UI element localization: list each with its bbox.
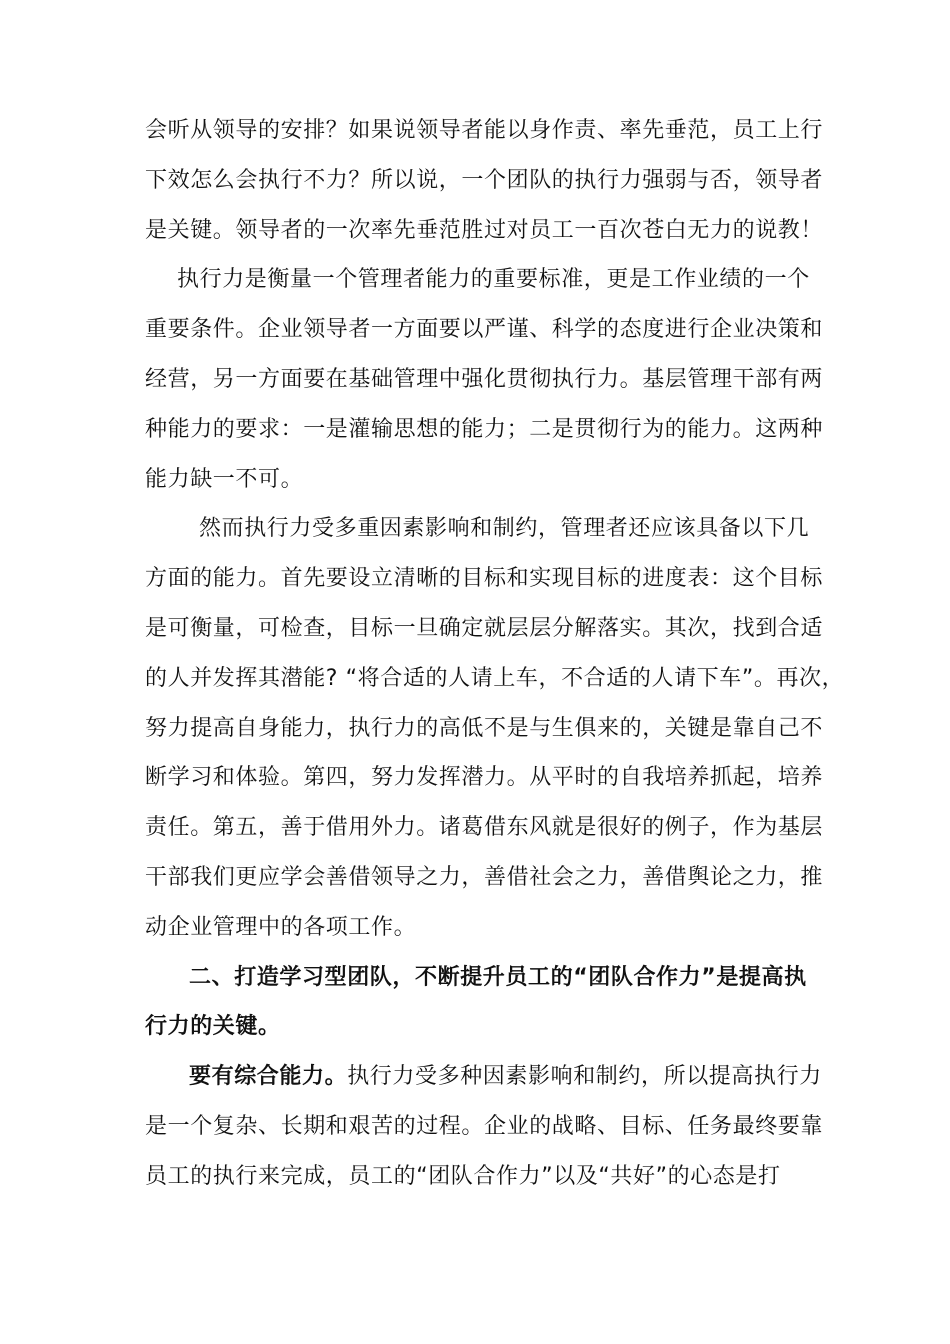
text-line-12: 的人并发挥其潜能? “将合适的人请上车，不合适的人请下车”。再次， [145,665,845,691]
text-line-4: 执行力是衡量一个管理者能力的重要标准，更是工作业绩的一个 [177,267,810,293]
document-body [145,106,845,1202]
text-line-14: 断学习和体验。第四，努力发挥潜力。从平时的自我培养抓起，培养 [145,765,824,791]
text-line-6: 经营，另一方面要在基础管理中强化贯彻执行力。基层管理干部有两 [145,366,824,392]
text-line-1: 会听从领导的安排？如果说领导者能以身作责、率先垂范，员工上行 [145,118,824,143]
text-line-7: 种能力的要求：一是灌输思想的能力；二是贯彻行为的能力。这两种 [145,416,824,442]
text-line-17: 动企业管理中的各项工作。 [145,914,417,940]
text-line-16: 干部我们更应学会善借领导之力，善借社会之力，善借舆论之力，推 [145,864,824,890]
text-line-20 [145,1052,822,1102]
bold-lead-phrase: 要有综合能力。 [189,1064,348,1090]
text-line-22: 员工的执行来完成，员工的“团队合作力”以及“共好”的心态是打 [145,1163,781,1189]
text-line-20-rest: 执行力受多种因素影响和制约，所以提高执行力 [347,1064,822,1090]
text-line-8: 能力缺一不可。 [145,466,304,492]
text-line-15: 责任。第五，善于借用外力。诸葛借东风就是很好的例子，作为基层 [145,815,824,841]
text-line-9: 然而执行力受多重因素影响和制约，管理者还应该具备以下几 [199,516,810,542]
section-heading-line-2: 行力的关键。 [145,1014,281,1040]
text-line-10: 方面的能力。首先要设立清晰的目标和实现目标的进度表：这个目标 [145,566,824,592]
text-line-2: 下效怎么会执行不力？所以说，一个团队的执行力强弱与否，领导者 [145,167,824,193]
text-line-5: 重要条件。企业领导者一方面要以严谨、科学的态度进行企业决策和 [145,317,824,343]
section-heading-line-1: 二、打造学习型团队，不断提升员工的“团队合作力”是提高执 [189,964,807,990]
text-line-21: 是一个复杂、长期和艰苦的过程。企业的战略、目标、任务最终要靠 [145,1113,824,1139]
text-line-11: 是可衡量，可检查，目标一旦确定就层层分解落实。其次，找到合适 [145,615,824,641]
text-line-13: 努力提高自身能力，执行力的高低不是与生俱来的，关键是靠自己不 [145,715,824,741]
text-line-3: 是关键。领导者的一次率先垂范胜过对员工一百次苍白无力的说教！ [145,217,824,243]
